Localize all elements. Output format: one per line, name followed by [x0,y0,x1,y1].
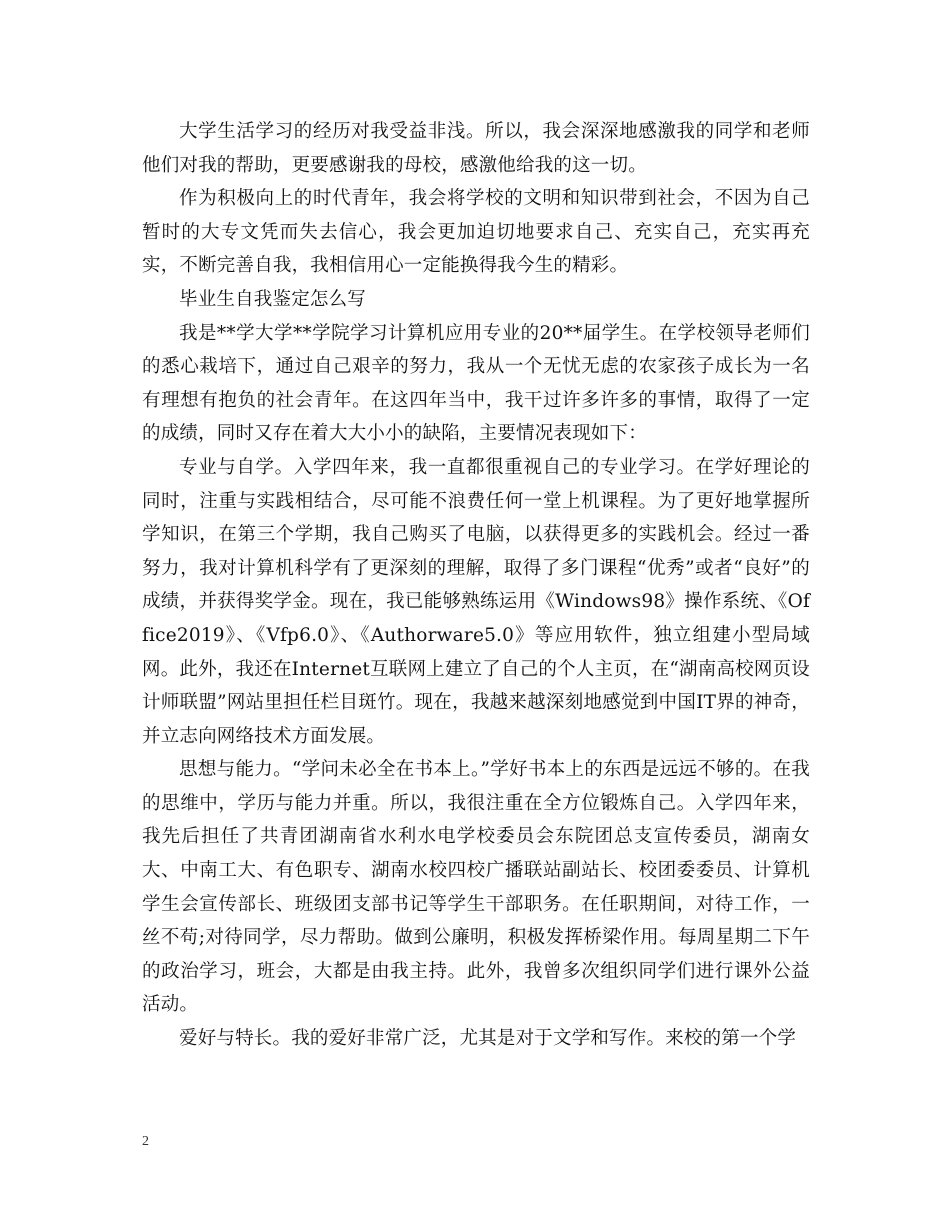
paragraph-thought-and-ability: 思想与能力。“学问未必全在书本上。”学好书本上的东西是远远不够的。在我的思维中，学历与能力并重。所以，我很注重在全方位锻炼自己。入学四年来，我先后担任了共青团湖南省水利水电学校委员会东院团总支宣传委员，湖南女大、中南工大、有色职专、湖南水校四校广播联站副站长、校团委委员、计算机学生会宣传部长、班级团支部书记等学生干部职务。在任职期间，对待工作，一丝不苟;对待同学，尽力帮助。做到公廉明，积极发挥桥梁作用。每周星期二下午的政治学习，班会，大都是由我主持。此外，我曾多次组织同学们进行课外公益活动。 [142,759,810,1016]
paragraph-gratitude: 大学生活学习的经历对我受益非浅。所以，我会深深地感激我的同学和老师他们对我的帮助，更要感谢我的母校，感激他给我的这一切。 [142,121,810,176]
paragraph-major-and-self-study: 专业与自学。入学四年来，我一直都很重视自己的专业学习。在学好理论的同时，注重与实践相结合，尽可能不浪费任何一堂上机课程。为了更好地掌握所学知识，在第三个学期，我自己购买了电脑，以获得更多的实践机会。经过一番努力，我对计算机科学有了更深刻的理解，取得了多门课程“优秀”或者“良好”的成绩，并获得奖学金。现在，我已能够熟练运用《Windows98》操作系统、《Office2019》、《Vfp6.0》、《Authorware5.0》等应用软件，独立组建小型局域网。此外，我还在Internet互联网上建立了自己的个人主页，在“湖南高校网页设计师联盟”网站里担任栏目斑竹。现在，我越来越深刻地感觉到中国IT界的神奇，并立志向网络技术方面发展。 [142,456,810,747]
paragraph-hobbies-and-skills: 爱好与特长。我的爱好非常广泛，尤其是对于文学和写作。来校的第一个学 [179,1028,797,1050]
document-page [142,115,810,1056]
page-number: 2 [142,1134,149,1149]
section-heading: 毕业生自我鉴定怎么写 [179,288,367,310]
paragraph-introduction: 我是**学大学**学院学习计算机应用专业的20**届学生。在学校领导老师们的悉心栽培下，通过自己艰辛的努力，我从一个无忧无虑的农家孩子成长为一名有理想有抱负的社会青年。在这四年当中，我干过许多许多的事情，取得了一定的成绩，同时又存在着大大小小的缺陷，主要情况表现如下： [142,322,810,445]
paragraph-aspiration: 作为积极向上的时代青年，我会将学校的文明和知识带到社会，不因为自己暂时的大专文凭而失去信心，我会更加迫切地要求自己、充实自己，充实再充实，不断完善自我，我相信用心一定能换得我今生的精彩。 [142,188,810,277]
